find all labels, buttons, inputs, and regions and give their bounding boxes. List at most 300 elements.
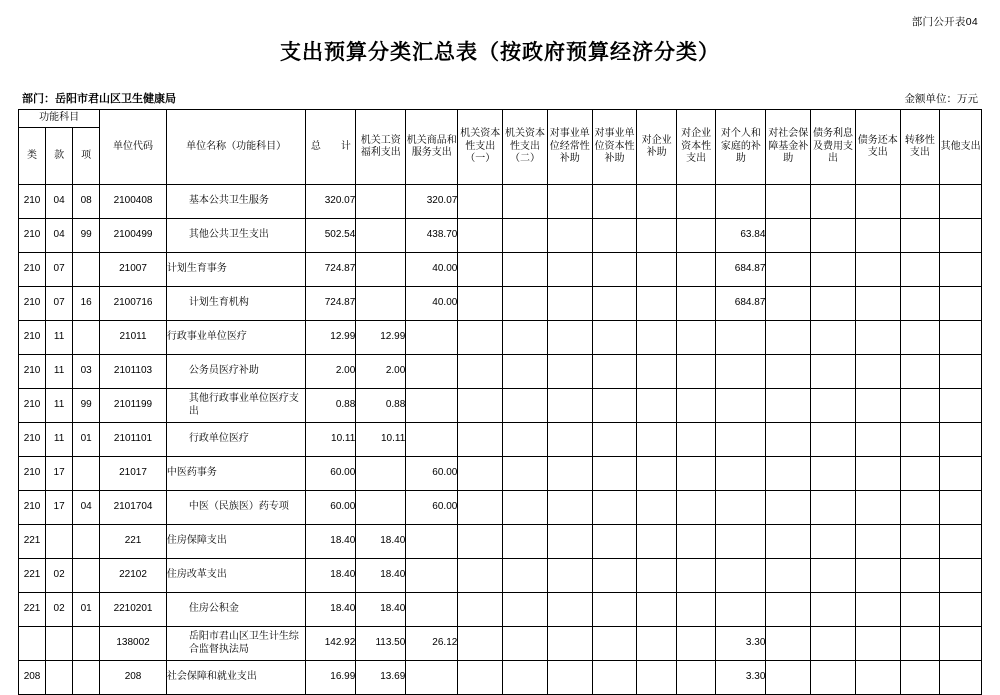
cell-social-security-fund	[766, 627, 811, 661]
cell-enterprise-capital	[676, 423, 716, 457]
cell-household-subsidy	[716, 355, 766, 389]
cell-social-security-fund	[766, 593, 811, 627]
cell-debt-interest	[811, 661, 856, 695]
cell-unit-code: 21011	[100, 321, 167, 355]
amount-unit-label: 金额单位：万元	[904, 93, 978, 105]
cell-transfer	[900, 185, 940, 219]
header-col-enterprise-capital: 对企业资本性支出	[676, 110, 716, 185]
cell-lei: 210	[19, 355, 46, 389]
cell-kuan	[46, 661, 73, 695]
header-col-agency-salary: 机关工资福利支出	[356, 110, 406, 185]
cell-transfer	[900, 457, 940, 491]
cell-social-security-fund	[766, 423, 811, 457]
table-row	[19, 525, 982, 559]
cell-debt-interest	[811, 457, 856, 491]
cell-agency-goods-services	[406, 525, 458, 559]
cell-unit-code: 2210201	[100, 593, 167, 627]
cell-social-security-fund	[766, 389, 811, 423]
cell-social-security-fund	[766, 491, 811, 525]
cell-agency-goods-services	[406, 423, 458, 457]
cell-social-security-fund	[766, 219, 811, 253]
cell-xiang	[73, 253, 100, 287]
header-col-institution-capital: 对事业单位资本性补助	[592, 110, 637, 185]
cell-debt-principal	[855, 457, 900, 491]
cell-total: 320.07	[306, 185, 356, 219]
cell-enterprise-subsidy	[637, 593, 677, 627]
cell-total: 10.11	[306, 423, 356, 457]
cell-enterprise-capital	[676, 593, 716, 627]
cell-unit-name: 计划生育事务	[166, 253, 306, 287]
cell-agency-goods-services: 26.12	[406, 627, 458, 661]
cell-unit-name: 行政单位医疗	[166, 423, 306, 457]
cell-social-security-fund	[766, 457, 811, 491]
header-col-other: 其他支出	[940, 110, 982, 185]
cell-lei: 221	[19, 559, 46, 593]
cell-transfer	[900, 559, 940, 593]
cell-transfer	[900, 219, 940, 253]
cell-unit-code: 2101103	[100, 355, 167, 389]
cell-transfer	[900, 253, 940, 287]
cell-lei: 221	[19, 525, 46, 559]
cell-institution-recurrent	[547, 559, 592, 593]
cell-institution-capital	[592, 389, 637, 423]
cell-agency-goods-services	[406, 661, 458, 695]
cell-kuan: 07	[46, 287, 73, 321]
cell-social-security-fund	[766, 253, 811, 287]
cell-institution-capital	[592, 321, 637, 355]
cell-agency-capital-2	[503, 491, 548, 525]
cell-xiang: 16	[73, 287, 100, 321]
cell-xiang	[73, 661, 100, 695]
cell-enterprise-subsidy	[637, 491, 677, 525]
cell-unit-name: 基本公共卫生服务	[166, 185, 306, 219]
cell-transfer	[900, 321, 940, 355]
cell-total: 60.00	[306, 491, 356, 525]
cell-unit-code: 2101704	[100, 491, 167, 525]
cell-unit-name: 其他公共卫生支出	[166, 219, 306, 253]
cell-agency-salary	[356, 253, 406, 287]
header-col-institution-recurrent: 对事业单位经常性补助	[547, 110, 592, 185]
cell-transfer	[900, 593, 940, 627]
header-col-debt-interest: 债务利息及费用支出	[811, 110, 856, 185]
cell-lei: 210	[19, 321, 46, 355]
header-col-agency-goods-services: 机关商品和服务支出	[406, 110, 458, 185]
cell-household-subsidy	[716, 559, 766, 593]
cell-agency-salary: 10.11	[356, 423, 406, 457]
cell-institution-capital	[592, 253, 637, 287]
table-row	[19, 389, 982, 423]
cell-other	[940, 185, 982, 219]
cell-debt-principal	[855, 185, 900, 219]
cell-debt-interest	[811, 219, 856, 253]
cell-transfer	[900, 525, 940, 559]
cell-other	[940, 457, 982, 491]
table-row	[19, 219, 982, 253]
cell-transfer	[900, 627, 940, 661]
cell-agency-salary	[356, 185, 406, 219]
cell-unit-code: 21007	[100, 253, 167, 287]
cell-unit-name: 社会保障和就业支出	[166, 661, 306, 695]
cell-total: 18.40	[306, 525, 356, 559]
cell-agency-capital-1	[458, 185, 503, 219]
cell-enterprise-subsidy	[637, 627, 677, 661]
cell-agency-salary: 113.50	[356, 627, 406, 661]
cell-agency-capital-2	[503, 185, 548, 219]
cell-debt-interest	[811, 389, 856, 423]
form-code: 部门公开表04	[911, 16, 978, 28]
cell-household-subsidy	[716, 185, 766, 219]
cell-agency-goods-services: 60.00	[406, 491, 458, 525]
table-body	[19, 185, 982, 695]
meta-row	[18, 90, 982, 109]
cell-total: 724.87	[306, 253, 356, 287]
budget-table	[18, 109, 982, 695]
cell-total: 724.87	[306, 287, 356, 321]
cell-enterprise-capital	[676, 389, 716, 423]
cell-debt-principal	[855, 389, 900, 423]
cell-kuan	[46, 525, 73, 559]
cell-institution-capital	[592, 457, 637, 491]
cell-kuan: 04	[46, 185, 73, 219]
cell-xiang: 01	[73, 593, 100, 627]
cell-kuan: 02	[46, 593, 73, 627]
table-row	[19, 321, 982, 355]
cell-unit-code: 208	[100, 661, 167, 695]
cell-agency-capital-1	[458, 321, 503, 355]
cell-household-subsidy: 3.30	[716, 627, 766, 661]
cell-debt-principal	[855, 321, 900, 355]
cell-agency-capital-2	[503, 593, 548, 627]
cell-institution-recurrent	[547, 253, 592, 287]
cell-debt-interest	[811, 185, 856, 219]
cell-agency-capital-1	[458, 593, 503, 627]
cell-total: 502.54	[306, 219, 356, 253]
cell-agency-salary	[356, 491, 406, 525]
cell-other	[940, 321, 982, 355]
cell-agency-capital-1	[458, 525, 503, 559]
header-col-household-subsidy: 对个人和家庭的补助	[716, 110, 766, 185]
header-unit-code: 单位代码	[100, 110, 167, 185]
cell-xiang	[73, 457, 100, 491]
cell-agency-capital-1	[458, 627, 503, 661]
cell-enterprise-capital	[676, 661, 716, 695]
cell-enterprise-subsidy	[637, 525, 677, 559]
cell-xiang	[73, 559, 100, 593]
cell-unit-code: 2100499	[100, 219, 167, 253]
cell-xiang	[73, 627, 100, 661]
cell-institution-capital	[592, 287, 637, 321]
cell-agency-goods-services: 320.07	[406, 185, 458, 219]
cell-enterprise-subsidy	[637, 321, 677, 355]
header-function-subject: 功能科目	[19, 110, 100, 128]
cell-social-security-fund	[766, 287, 811, 321]
header-col-xiang: 项	[73, 128, 100, 185]
cell-enterprise-subsidy	[637, 423, 677, 457]
cell-enterprise-capital	[676, 525, 716, 559]
cell-agency-goods-services	[406, 321, 458, 355]
cell-xiang: 08	[73, 185, 100, 219]
cell-other	[940, 491, 982, 525]
cell-social-security-fund	[766, 661, 811, 695]
header-col-debt-principal: 债务还本支出	[855, 110, 900, 185]
cell-kuan: 11	[46, 389, 73, 423]
cell-debt-interest	[811, 525, 856, 559]
cell-institution-recurrent	[547, 525, 592, 559]
cell-enterprise-subsidy	[637, 389, 677, 423]
cell-enterprise-subsidy	[637, 287, 677, 321]
cell-household-subsidy	[716, 525, 766, 559]
cell-enterprise-capital	[676, 253, 716, 287]
cell-debt-interest	[811, 593, 856, 627]
cell-institution-recurrent	[547, 389, 592, 423]
cell-xiang	[73, 321, 100, 355]
cell-agency-capital-1	[458, 253, 503, 287]
table-row	[19, 423, 982, 457]
cell-unit-name: 其他行政事业单位医疗支出	[166, 389, 306, 423]
cell-total: 0.88	[306, 389, 356, 423]
cell-institution-capital	[592, 559, 637, 593]
cell-other	[940, 627, 982, 661]
header-col-lei: 类	[19, 128, 46, 185]
cell-agency-goods-services: 40.00	[406, 287, 458, 321]
cell-institution-capital	[592, 525, 637, 559]
cell-other	[940, 525, 982, 559]
cell-debt-interest	[811, 491, 856, 525]
department-label: 部门：岳阳市君山区卫生健康局	[22, 93, 176, 105]
cell-kuan: 17	[46, 491, 73, 525]
cell-total: 142.92	[306, 627, 356, 661]
cell-enterprise-capital	[676, 627, 716, 661]
cell-agency-capital-2	[503, 423, 548, 457]
cell-agency-capital-1	[458, 287, 503, 321]
cell-household-subsidy	[716, 321, 766, 355]
cell-xiang: 99	[73, 389, 100, 423]
cell-total: 60.00	[306, 457, 356, 491]
cell-unit-name: 岳阳市君山区卫生计生综合监督执法局	[166, 627, 306, 661]
cell-unit-name: 住房改革支出	[166, 559, 306, 593]
cell-agency-goods-services	[406, 593, 458, 627]
cell-institution-recurrent	[547, 423, 592, 457]
cell-agency-salary	[356, 287, 406, 321]
cell-enterprise-capital	[676, 355, 716, 389]
table-head	[19, 110, 982, 185]
cell-agency-salary: 18.40	[356, 559, 406, 593]
cell-other	[940, 559, 982, 593]
cell-debt-interest	[811, 559, 856, 593]
cell-enterprise-subsidy	[637, 457, 677, 491]
cell-agency-capital-1	[458, 389, 503, 423]
cell-agency-capital-1	[458, 219, 503, 253]
cell-debt-principal	[855, 355, 900, 389]
cell-agency-salary: 18.40	[356, 525, 406, 559]
header-col-social-security-fund: 对社会保障基金补助	[766, 110, 811, 185]
cell-lei: 210	[19, 287, 46, 321]
cell-institution-capital	[592, 219, 637, 253]
cell-agency-goods-services: 60.00	[406, 457, 458, 491]
table-row	[19, 185, 982, 219]
cell-agency-capital-2	[503, 627, 548, 661]
cell-agency-capital-1	[458, 491, 503, 525]
cell-household-subsidy: 3.30	[716, 661, 766, 695]
cell-agency-capital-2	[503, 219, 548, 253]
cell-debt-interest	[811, 355, 856, 389]
cell-total: 2.00	[306, 355, 356, 389]
cell-lei: 210	[19, 253, 46, 287]
cell-institution-capital	[592, 661, 637, 695]
cell-agency-capital-2	[503, 321, 548, 355]
cell-kuan: 11	[46, 423, 73, 457]
cell-enterprise-subsidy	[637, 355, 677, 389]
cell-agency-goods-services: 438.70	[406, 219, 458, 253]
cell-enterprise-capital	[676, 219, 716, 253]
cell-unit-code: 2101101	[100, 423, 167, 457]
cell-transfer	[900, 491, 940, 525]
header-col-enterprise-subsidy: 对企业补助	[637, 110, 677, 185]
cell-enterprise-capital	[676, 185, 716, 219]
cell-total: 16.99	[306, 661, 356, 695]
cell-agency-goods-services	[406, 559, 458, 593]
cell-institution-recurrent	[547, 661, 592, 695]
cell-debt-principal	[855, 525, 900, 559]
cell-xiang: 01	[73, 423, 100, 457]
cell-debt-interest	[811, 287, 856, 321]
table-row	[19, 593, 982, 627]
cell-debt-interest	[811, 627, 856, 661]
cell-household-subsidy	[716, 423, 766, 457]
cell-enterprise-subsidy	[637, 185, 677, 219]
cell-enterprise-capital	[676, 491, 716, 525]
cell-other	[940, 593, 982, 627]
cell-institution-capital	[592, 185, 637, 219]
page-title: 支出预算分类汇总表（按政府预算经济分类）	[280, 41, 720, 64]
cell-transfer	[900, 661, 940, 695]
cell-institution-recurrent	[547, 491, 592, 525]
header-col-agency-capital-2: 机关资本性支出（二）	[503, 110, 548, 185]
header-col-agency-capital-1: 机关资本性支出（一）	[458, 110, 503, 185]
cell-kuan: 17	[46, 457, 73, 491]
cell-enterprise-subsidy	[637, 661, 677, 695]
cell-total: 18.40	[306, 593, 356, 627]
cell-agency-salary: 12.99	[356, 321, 406, 355]
cell-lei	[19, 627, 46, 661]
cell-unit-code: 22102	[100, 559, 167, 593]
table-row	[19, 287, 982, 321]
cell-agency-capital-2	[503, 389, 548, 423]
cell-lei: 210	[19, 491, 46, 525]
cell-lei: 210	[19, 457, 46, 491]
cell-household-subsidy: 684.87	[716, 287, 766, 321]
cell-debt-interest	[811, 423, 856, 457]
cell-household-subsidy	[716, 457, 766, 491]
cell-unit-name: 住房保障支出	[166, 525, 306, 559]
table-row	[19, 355, 982, 389]
header-col-transfer: 转移性支出	[900, 110, 940, 185]
cell-household-subsidy: 684.87	[716, 253, 766, 287]
cell-agency-capital-1	[458, 559, 503, 593]
cell-other	[940, 287, 982, 321]
cell-transfer	[900, 287, 940, 321]
cell-other	[940, 355, 982, 389]
header-col-total: 总 计	[306, 110, 356, 185]
cell-institution-capital	[592, 627, 637, 661]
cell-enterprise-subsidy	[637, 253, 677, 287]
cell-agency-salary: 0.88	[356, 389, 406, 423]
cell-household-subsidy: 63.84	[716, 219, 766, 253]
cell-institution-recurrent	[547, 593, 592, 627]
table-row	[19, 491, 982, 525]
cell-institution-recurrent	[547, 287, 592, 321]
cell-unit-code: 138002	[100, 627, 167, 661]
cell-unit-code: 21017	[100, 457, 167, 491]
cell-institution-recurrent	[547, 219, 592, 253]
cell-debt-principal	[855, 491, 900, 525]
header-col-kuan: 款	[46, 128, 73, 185]
cell-other	[940, 389, 982, 423]
table-row	[19, 253, 982, 287]
cell-institution-recurrent	[547, 627, 592, 661]
cell-debt-principal	[855, 661, 900, 695]
table-row	[19, 457, 982, 491]
cell-debt-interest	[811, 321, 856, 355]
cell-agency-salary: 18.40	[356, 593, 406, 627]
cell-agency-capital-2	[503, 457, 548, 491]
cell-agency-salary	[356, 457, 406, 491]
cell-lei: 208	[19, 661, 46, 695]
cell-other	[940, 661, 982, 695]
cell-agency-salary: 2.00	[356, 355, 406, 389]
table-row	[19, 627, 982, 661]
cell-debt-interest	[811, 253, 856, 287]
cell-kuan: 02	[46, 559, 73, 593]
cell-enterprise-capital	[676, 559, 716, 593]
cell-institution-recurrent	[547, 185, 592, 219]
cell-social-security-fund	[766, 559, 811, 593]
cell-agency-salary: 13.69	[356, 661, 406, 695]
cell-unit-name: 公务员医疗补助	[166, 355, 306, 389]
cell-social-security-fund	[766, 355, 811, 389]
cell-kuan: 11	[46, 355, 73, 389]
cell-other	[940, 423, 982, 457]
cell-xiang: 99	[73, 219, 100, 253]
cell-agency-capital-2	[503, 287, 548, 321]
cell-xiang: 03	[73, 355, 100, 389]
cell-agency-goods-services: 40.00	[406, 253, 458, 287]
cell-total: 18.40	[306, 559, 356, 593]
cell-unit-name: 行政事业单位医疗	[166, 321, 306, 355]
cell-debt-principal	[855, 593, 900, 627]
cell-unit-name: 住房公积金	[166, 593, 306, 627]
cell-kuan: 04	[46, 219, 73, 253]
cell-agency-capital-2	[503, 253, 548, 287]
cell-agency-capital-1	[458, 423, 503, 457]
cell-agency-salary	[356, 219, 406, 253]
cell-agency-capital-2	[503, 661, 548, 695]
cell-institution-recurrent	[547, 321, 592, 355]
cell-unit-name: 计划生育机构	[166, 287, 306, 321]
header-row-group	[19, 110, 982, 128]
cell-agency-capital-1	[458, 457, 503, 491]
cell-enterprise-subsidy	[637, 559, 677, 593]
cell-enterprise-subsidy	[637, 219, 677, 253]
cell-unit-code: 2100408	[100, 185, 167, 219]
cell-total: 12.99	[306, 321, 356, 355]
cell-lei: 210	[19, 423, 46, 457]
header-unit-name: 单位名称（功能科目）	[166, 110, 306, 185]
cell-unit-name: 中医（民族医）药专项	[166, 491, 306, 525]
cell-institution-recurrent	[547, 457, 592, 491]
cell-xiang: 04	[73, 491, 100, 525]
cell-institution-recurrent	[547, 355, 592, 389]
